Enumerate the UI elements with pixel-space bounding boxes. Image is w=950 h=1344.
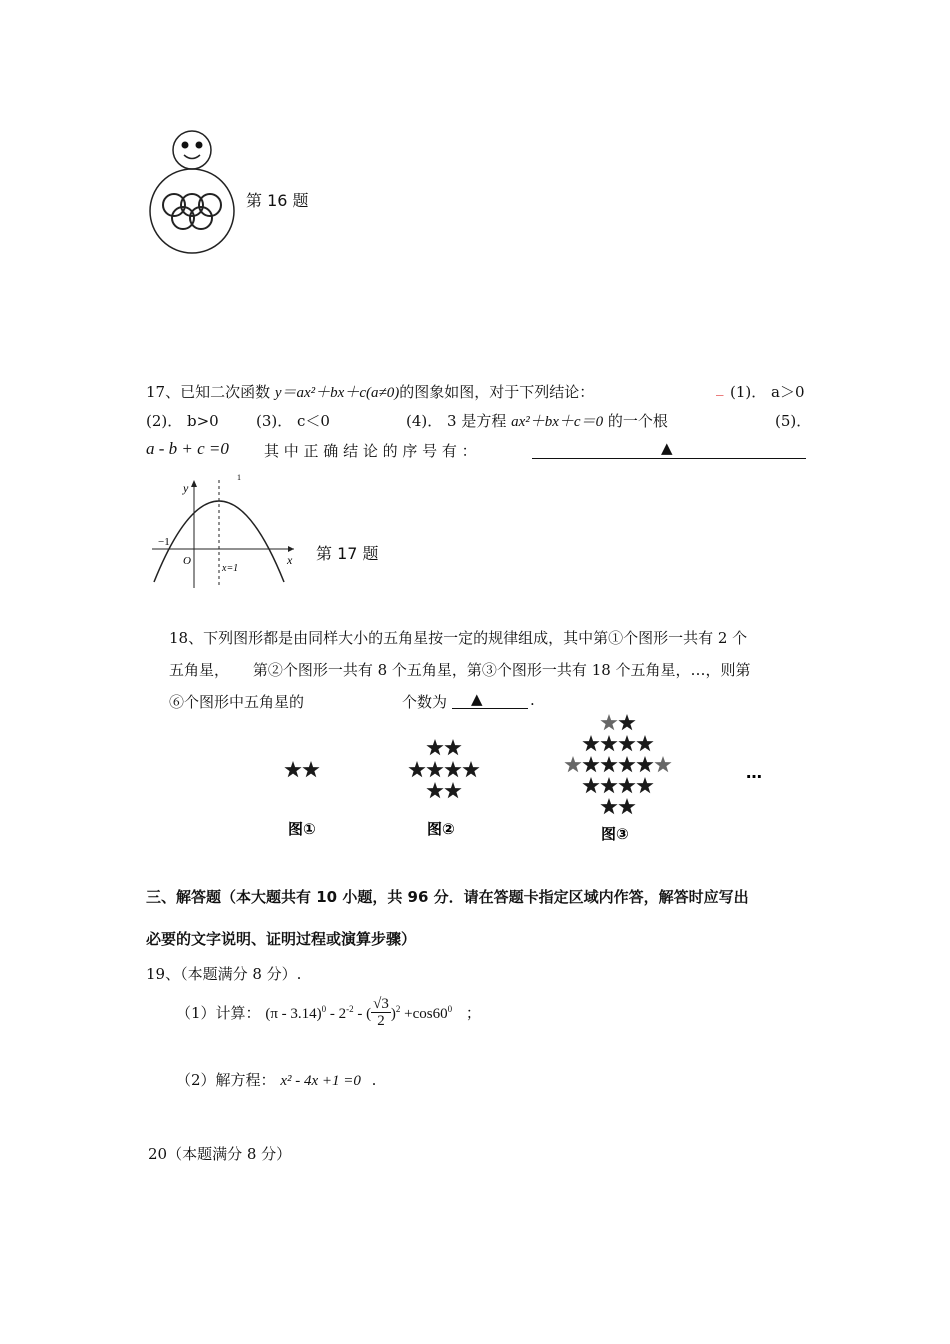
q19-part1	[176, 998, 481, 1038]
exp-deg: 0	[447, 1003, 453, 1014]
q17-intro-end: 的图象如图，对于下列结论：	[399, 383, 595, 401]
q19-part2-expr: x² - 4x +1 =0	[280, 1073, 361, 1089]
q17-marker: _	[716, 378, 724, 396]
graph-top-tick: 1	[237, 473, 241, 482]
q17-question: 其 中 正 确 结 论 的 序 号 有 ：	[264, 442, 477, 460]
q17-item2: (2)． b>0	[146, 412, 219, 430]
expr-c: - (	[353, 1005, 372, 1022]
q17-caption: 第 17 题	[316, 544, 379, 563]
q18-line3-mid: 个数为	[402, 693, 448, 711]
q17-item4	[406, 410, 668, 431]
q19-part1-end: ；	[465, 1003, 481, 1022]
q18-star-figures	[270, 710, 790, 850]
q18-line2: 五角星， 第②个图形一共有 8 个五角星，第③个图形一共有 18 个五角星，…，则第	[169, 661, 751, 679]
q17-item4-post: 的一个根	[603, 412, 668, 430]
denominator: 2	[377, 1013, 385, 1029]
q17-answer-mark: ▲	[661, 439, 673, 457]
section3-line2: 必要的文字说明、证明过程或演算步骤）	[146, 930, 417, 948]
q19-title: 19、（本题满分 8 分）.	[146, 965, 302, 983]
q16-caption: 第 16 题	[246, 191, 309, 210]
expr-e: +cos60	[400, 1005, 448, 1022]
q16-figure	[140, 125, 250, 260]
sqrt3: √3	[373, 996, 389, 1012]
expr-d: )	[390, 1005, 396, 1022]
q17-item5: (5)．	[775, 412, 812, 430]
q19-part2-label: （2）解方程：	[176, 1071, 276, 1089]
fig3-label: 图③	[601, 825, 629, 843]
q18-answer-blank	[452, 691, 528, 709]
q17-function: y＝ax²＋bx＋c(a≠0)	[274, 385, 400, 401]
star-pattern-icon	[270, 710, 790, 850]
q18-line3-end: .	[530, 691, 535, 709]
q20-title: 20（本题满分 8 分）	[148, 1145, 292, 1163]
expr-a: (π - 3.14)	[265, 1005, 322, 1022]
exp-2: 2	[395, 1003, 401, 1014]
q18-line1: 18、下列图形都是由同样大小的五角星按一定的规律组成，其中第①个图形一共有 2 个	[169, 629, 748, 647]
ellipsis: …	[746, 763, 762, 782]
q17-line1	[146, 381, 594, 402]
graph-origin: O	[183, 555, 191, 567]
fig2-label: 图②	[427, 820, 455, 838]
section3-line1: 三、解答题（本大题共有 10 小题，共 96 分．请在答题卡指定区域内作答，解答时应写出	[146, 888, 749, 906]
graph-axis-label: x=1	[222, 563, 239, 574]
fraction	[371, 996, 391, 1029]
q19-part1-expr	[265, 996, 456, 1029]
q19-part1-label: （1）计算：	[176, 1003, 261, 1022]
q17-item4-eq: ax²＋bx＋c＝0	[511, 414, 604, 430]
graph-x-label: x	[287, 553, 293, 567]
expr-b: - 2	[326, 1005, 347, 1022]
q17-item5-equation: a - b + c =0	[146, 439, 229, 458]
q17-item3: (3)． c＜0	[256, 412, 330, 430]
q17-item1: (1)． a＞0	[730, 383, 805, 401]
q18-line3-pre: ⑥个图形中五角星的	[169, 693, 305, 711]
graph-y-label: y	[183, 481, 189, 495]
fig1-label: 图①	[288, 820, 316, 838]
graph-neg-one: −1	[158, 536, 170, 548]
exp-neg2: -2	[346, 1003, 354, 1014]
q19-part2-end: .	[371, 1071, 377, 1089]
parabola-graph-icon	[148, 470, 308, 590]
q17-intro: 17、已知二次函数	[146, 383, 275, 401]
q17-item4-pre: (4)． 3 是方程	[406, 412, 512, 430]
q17-graph	[148, 470, 308, 590]
exp-0: 0	[321, 1003, 327, 1014]
q19-part2	[176, 1069, 376, 1090]
q18-answer-mark: ▲	[471, 690, 483, 708]
snowman-olympic-rings-icon	[140, 125, 250, 260]
